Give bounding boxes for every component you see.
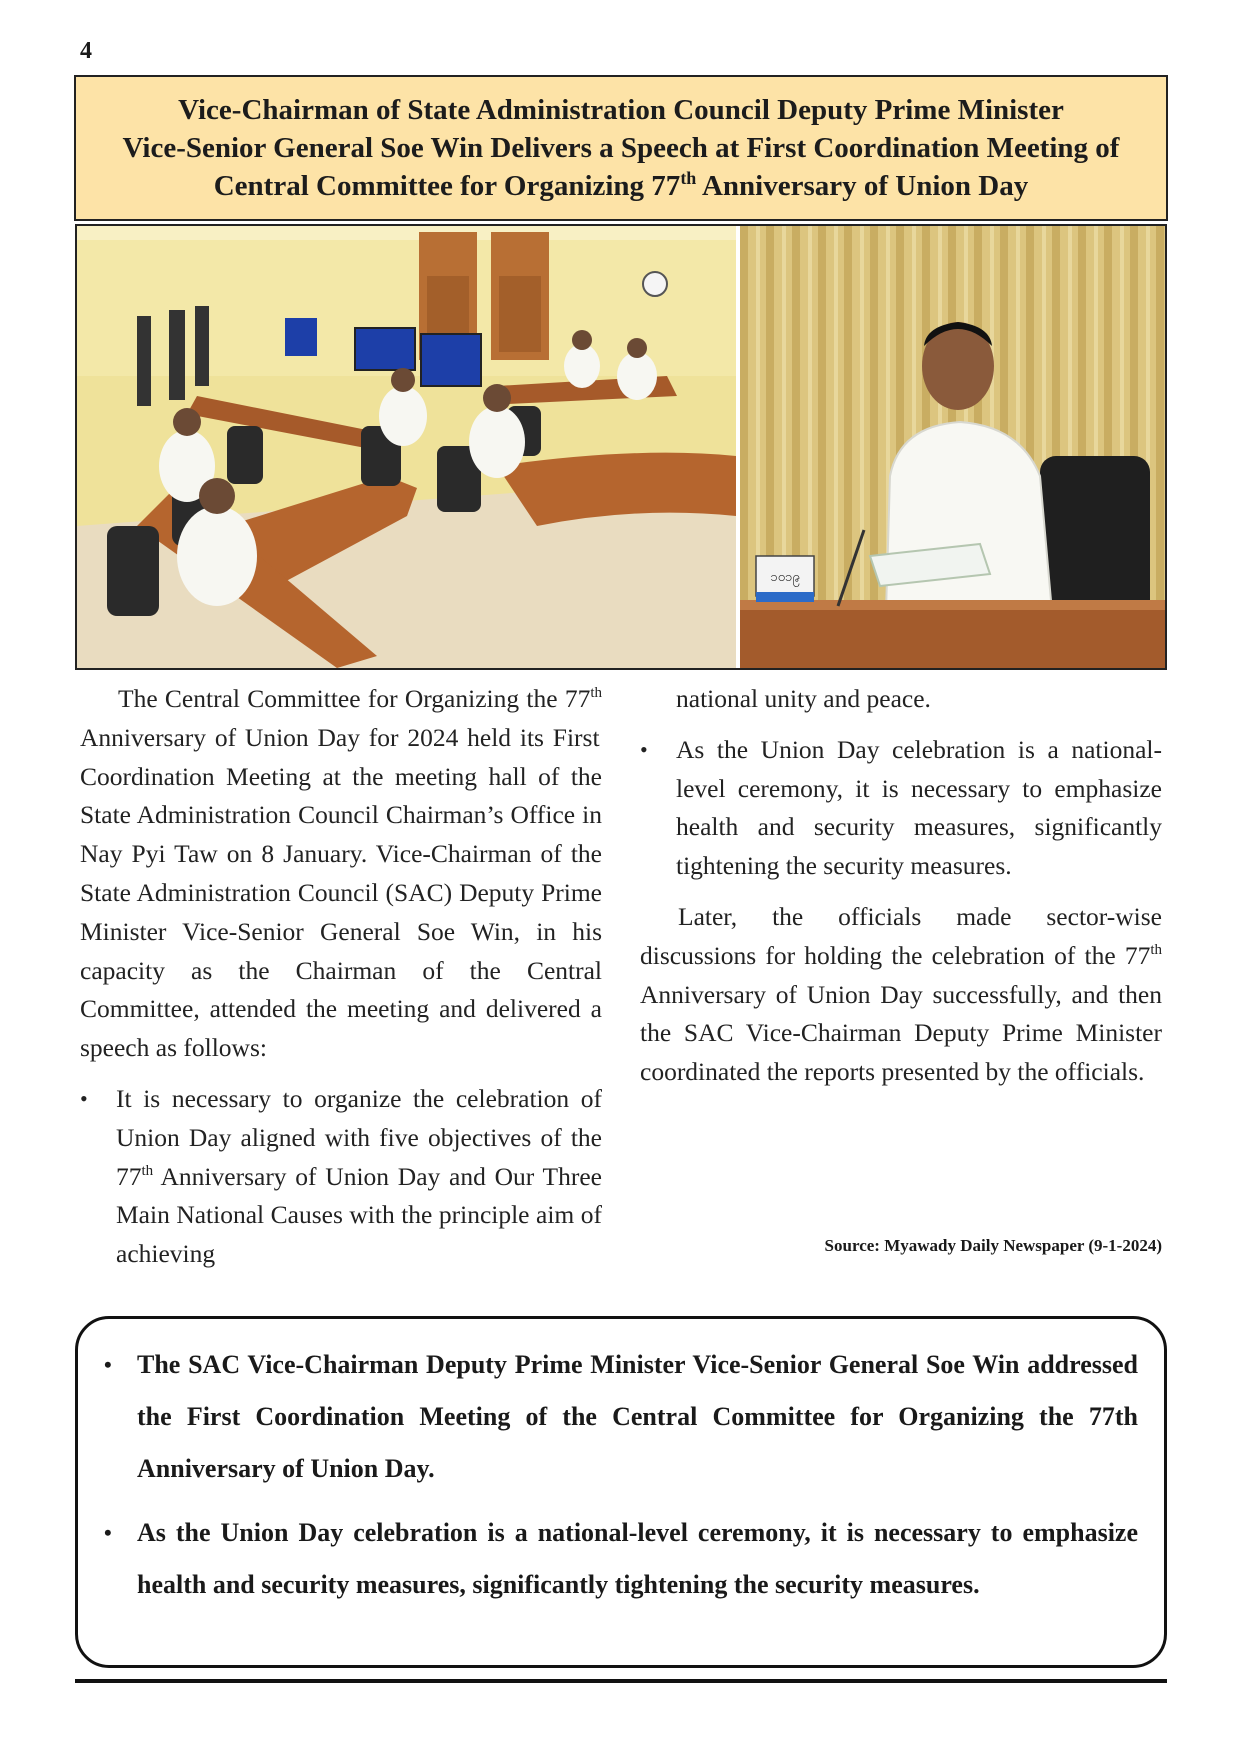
summary-item-2-text: As the Union Day celebration is a national-level ceremony, it is necessary to emphasize health and security measures, significantly tightening the security measures. <box>137 1518 1138 1599</box>
point-1-ordinal-suffix: th <box>141 1162 154 1179</box>
summary-item-1 <box>104 1339 1138 1495</box>
intro-text-a: The Central Committee for Organizing the 77 <box>118 684 591 713</box>
speech-point-1-continued: national unity and peace. <box>676 684 931 713</box>
meeting-room-photo <box>77 226 736 668</box>
bullet-dot-icon: • <box>104 1352 112 1377</box>
closing-text-a: Later, the officials made sector-wise discussions for holding the celebration of the 77 <box>640 901 1162 970</box>
title-line-3-post: Anniversary of Union Day <box>696 170 1029 202</box>
intro-text-b: Anniversary of Union Day for 2024 held its First Coordination Meeting at the meeting hall of the State Administration Council Chairman’s Office in Nay Pyi Taw on 8 January. Vice-Chairman of the State Administration Council (SAC) Deputy Prime Minister Vice-Senior General Soe Win, in his capacity as the Chairman of the Central Committee, attended the meeting and delivered a speech as follows: <box>80 722 602 1063</box>
closing-text-b: Anniversary of Union Day successfully, and then the SAC Vice-Chairman Deputy Prime Minister coordinated the reports presented by the officials. <box>640 979 1162 1087</box>
point-1-text-a: It is necessary to organize the celebration of Union Day aligned with five objectives of the 77 <box>116 1083 602 1191</box>
title-ordinal-suffix: th <box>680 168 697 188</box>
speaker-photo <box>740 226 1165 668</box>
article-column-right <box>640 680 1162 1092</box>
article-closing-paragraph <box>640 898 1162 1092</box>
title-line-1: Vice-Chairman of State Administration Council Deputy Prime Minister <box>178 94 1064 126</box>
bullet-dot-icon: • <box>640 736 648 762</box>
article-title <box>74 75 1168 221</box>
photo-strip <box>75 224 1167 670</box>
page-number: 4 <box>80 38 92 64</box>
speaker-illustration <box>740 226 1165 668</box>
title-line-2: Vice-Senior General Soe Win Delivers a Speech at First Coordination Meeting of <box>122 132 1120 164</box>
point-1-text-b: Anniversary of Union Day and Our Three Main National Causes with the principle aim of achieving <box>116 1161 602 1269</box>
nameplate-label: ၁၀၁၉ <box>770 570 800 585</box>
closing-ordinal-suffix: th <box>1150 941 1162 958</box>
bullet-dot-icon: • <box>104 1520 112 1545</box>
summary-box <box>75 1316 1167 1668</box>
article-column-left <box>80 680 602 1274</box>
title-line-3-pre: Central Committee for Organizing 77 <box>213 170 681 202</box>
summary-item-2 <box>104 1507 1138 1611</box>
article-intro-paragraph <box>80 680 602 1068</box>
source-credit: Source: Myawady Daily Newspaper (9-1-2024) <box>824 1236 1162 1255</box>
bullet-dot-icon: • <box>80 1085 88 1111</box>
summary-item-1-text: The SAC Vice-Chairman Deputy Prime Minister Vice-Senior General Soe Win addressed the First Coordination Meeting of the Central Committee for Organizing the 77th Anniversary of Union Day. <box>137 1350 1138 1483</box>
speech-point-1 <box>80 1080 602 1274</box>
meeting-room-illustration <box>77 226 736 668</box>
title-line-3 <box>214 167 1029 205</box>
intro-ordinal-suffix: th <box>590 685 602 701</box>
speech-point-2 <box>640 731 1162 886</box>
point-2-text: As the Union Day celebration is a national-level ceremony, it is necessary to emphasize health and security measures, significantly tightening the security measures. <box>676 734 1162 881</box>
bottom-rule <box>75 1679 1167 1683</box>
